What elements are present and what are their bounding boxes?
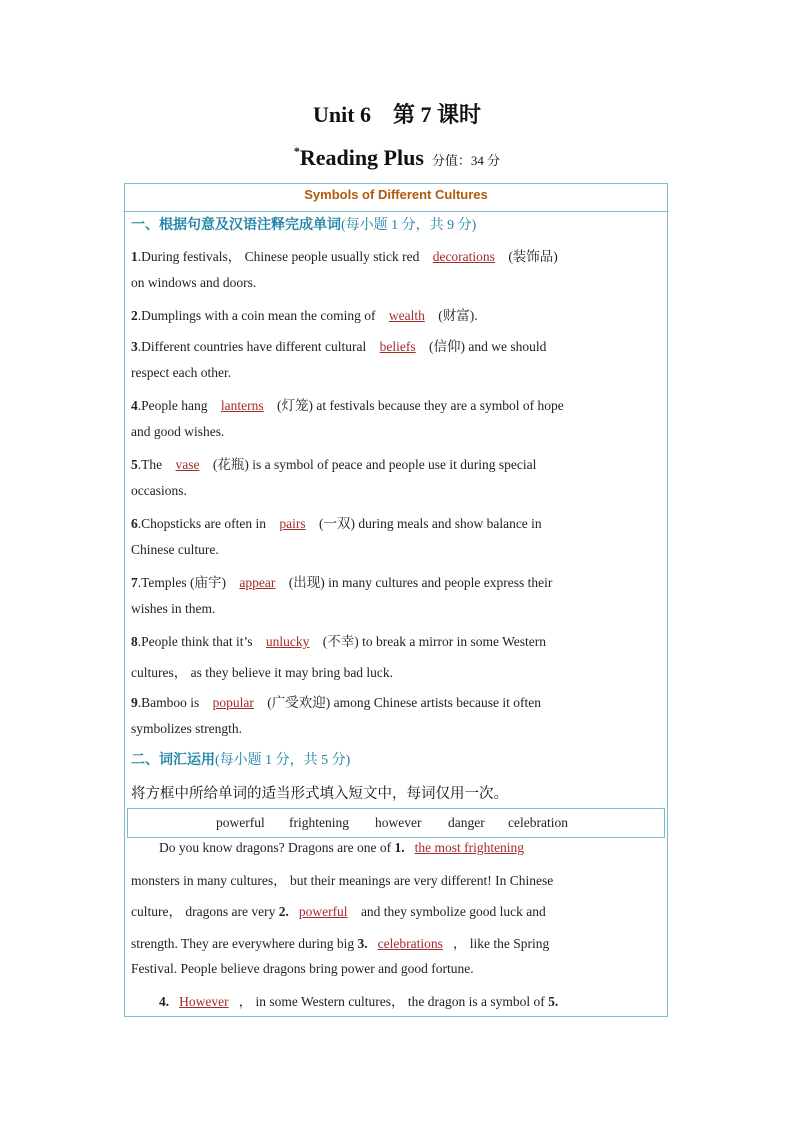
passage-text: ， in some Western cultures， the dragon is a symbol of	[238, 994, 549, 1009]
answer-blank[interactable]: wealth	[388, 308, 425, 323]
question-9	[131, 691, 661, 711]
question-text: .The	[137, 457, 166, 472]
question-5-cont: occasions.	[131, 483, 187, 498]
page-subtitle	[0, 144, 794, 171]
page-title	[0, 98, 794, 129]
section2-instruction: 将方框中所给单词的适当形式填入短文中，每词仅用一次。	[131, 786, 508, 802]
blank-number: 5.	[548, 994, 559, 1009]
question-3	[131, 335, 661, 355]
answer-blank[interactable]: the most frightening	[414, 840, 525, 855]
passage-line-2: monsters in many cultures， but their meanings are very different! In Chinese	[131, 873, 554, 888]
question-1	[131, 245, 661, 265]
question-4-cont: and good wishes.	[131, 424, 225, 439]
question-6	[131, 512, 661, 532]
subtitle-text: Reading Plus	[299, 145, 424, 170]
question-2	[131, 304, 661, 324]
section2-heading	[131, 749, 350, 769]
blank-number: 2.	[278, 904, 289, 919]
passage-text: strength. They are everywhere during big	[131, 936, 358, 951]
question-5	[131, 453, 661, 473]
passage-line-5: Festival. People believe dragons bring power and good fortune.	[131, 961, 474, 976]
question-7-cont: wishes in them.	[131, 601, 216, 616]
section1-note: (每小题 1 分，共 9 分)	[341, 218, 477, 233]
question-number: 1	[131, 249, 138, 264]
answer-blank[interactable]: celebrations	[377, 936, 443, 951]
answer-blank[interactable]: However	[179, 994, 229, 1009]
blank-number: 3.	[357, 936, 368, 951]
question-number: 7	[131, 575, 138, 590]
question-number: 9	[131, 695, 138, 710]
question-text: (信仰) and we should	[425, 339, 547, 354]
question-text: (一双) during meals and show balance in	[315, 516, 542, 531]
question-text: (装饰品)	[504, 249, 558, 264]
question-number: 3	[131, 339, 138, 354]
lesson-label: 第 7 课时	[393, 102, 482, 127]
question-8	[131, 630, 661, 650]
unit-label: Unit 6	[312, 102, 372, 127]
question-text: .Chopsticks are often in	[137, 516, 270, 531]
passage-line-1	[159, 840, 689, 856]
word-bank	[127, 808, 665, 838]
question-text: .Bamboo is	[137, 695, 203, 710]
exercise-box	[124, 183, 668, 1017]
blank-number: 4.	[159, 994, 170, 1009]
question-text: .People hang	[137, 398, 211, 413]
word-bank-item: frightening	[289, 815, 349, 830]
question-text: .During festivals， Chinese people usually stick red	[137, 249, 423, 264]
answer-blank[interactable]: appear	[239, 575, 276, 590]
answer-blank[interactable]: popular	[212, 695, 254, 710]
question-text: .Different countries have different cultural	[137, 339, 370, 354]
question-text: (花瓶) is a symbol of peace and people use it during special	[209, 457, 537, 472]
answer-blank[interactable]: beliefs	[379, 339, 416, 354]
answer-blank[interactable]: unlucky	[265, 634, 310, 649]
question-3-cont: respect each other.	[131, 365, 232, 380]
question-text: (财富).	[434, 308, 478, 323]
section2-title: 二、词汇运用	[131, 753, 215, 768]
answer-blank[interactable]: pairs	[279, 516, 306, 531]
passage-text: culture， dragons are very	[131, 904, 279, 919]
box-title: Symbols of Different Cultures	[125, 184, 667, 212]
question-text: (广受欢迎) among Chinese artists because it often	[263, 695, 541, 710]
asterisk-marker: *	[293, 144, 300, 158]
answer-blank[interactable]: powerful	[298, 904, 348, 919]
passage-line-4	[131, 932, 661, 952]
question-8-cont: cultures， as they believe it may bring bad luck.	[131, 665, 394, 680]
question-number: 8	[131, 634, 138, 649]
answer-blank[interactable]: lanterns	[220, 398, 264, 413]
section2-note: (每小题 1 分，共 5 分)	[215, 753, 351, 768]
answer-blank[interactable]: vase	[175, 457, 200, 472]
question-text: (灯笼) at festivals because they are a symbol of hope	[273, 398, 564, 413]
question-text: .Temples (庙宇)	[137, 575, 230, 590]
question-text: (不幸) to break a mirror in some Western	[319, 634, 546, 649]
question-number: 5	[131, 457, 138, 472]
section1-title: 一、根据句意及汉语注释完成单词	[131, 218, 341, 233]
question-1-cont: on windows and doors.	[131, 275, 257, 290]
passage-line-3	[131, 900, 661, 920]
question-7	[131, 571, 661, 591]
question-4	[131, 394, 661, 414]
passage-text: Do you know dragons? Dragons are one of	[159, 840, 395, 855]
word-bank-item: danger	[448, 815, 485, 830]
question-text: .Dumplings with a coin mean the coming of	[137, 308, 379, 323]
question-9-cont: symbolizes strength.	[131, 721, 242, 736]
passage-line-6	[159, 990, 689, 1010]
passage-text: and they symbolize good luck and	[357, 904, 546, 919]
question-number: 4	[131, 398, 138, 413]
question-text: .People think that it’s	[137, 634, 256, 649]
question-number: 6	[131, 516, 138, 531]
word-bank-item: celebration	[508, 815, 568, 830]
word-bank-item: powerful	[216, 815, 265, 830]
passage-text: ， like the Spring	[452, 936, 550, 951]
section1-heading	[131, 214, 476, 234]
answer-blank[interactable]: decorations	[432, 249, 495, 264]
blank-number: 1.	[394, 840, 405, 855]
score-label: 分值：34 分	[431, 153, 501, 168]
question-text: (出现) in many cultures and people express their	[285, 575, 553, 590]
question-number: 2	[131, 308, 138, 323]
word-bank-item: however	[375, 815, 422, 830]
question-6-cont: Chinese culture.	[131, 542, 219, 557]
